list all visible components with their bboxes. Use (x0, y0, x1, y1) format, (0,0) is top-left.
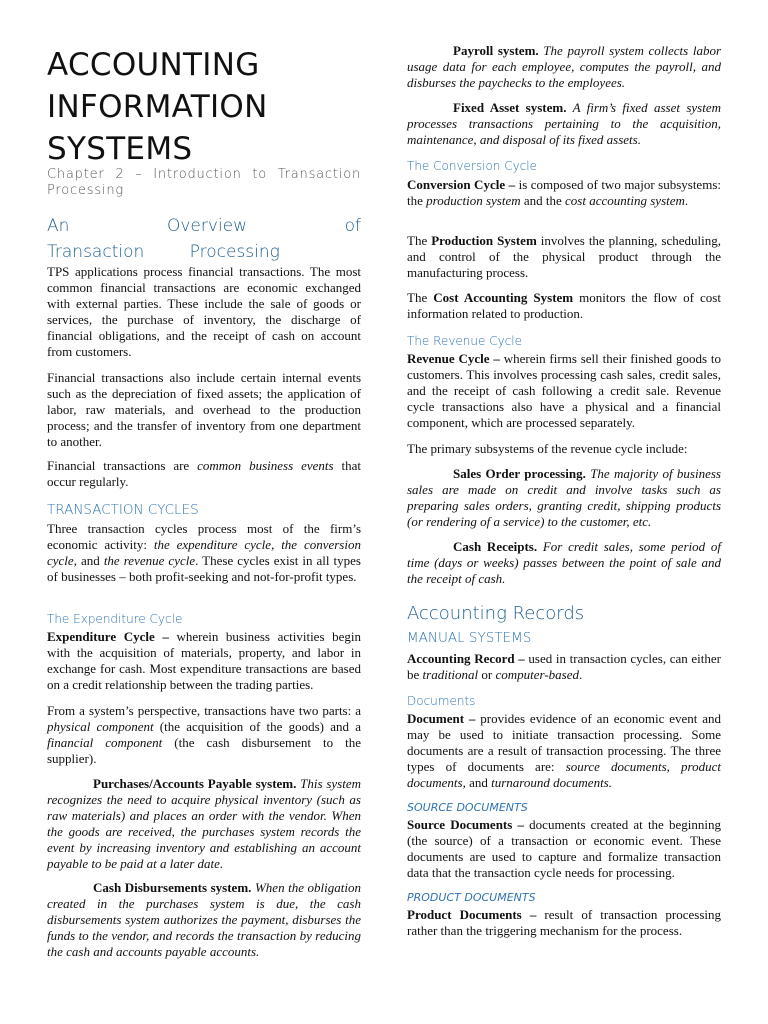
documents-heading: Documents (407, 694, 476, 708)
transaction-cycles-heading: TRANSACTION CYCLES (47, 502, 199, 518)
expenditure-cycle-heading: The Expenditure Cycle (47, 612, 183, 626)
source-documents-heading: SOURCE DOCUMENTS (407, 801, 528, 814)
title-line: INFORMATION (47, 89, 268, 125)
payroll-system: Payroll system. The payroll system collects labor usage data for each employee, computes the payroll, and disburses the paychecks to the employees. (407, 43, 722, 90)
overview-paragraph-1: TPS applications process financial transactions. The most common financial transactions are economic exchanged with external parties. These include the sale of goods or services, the purchase of inventory, the discharge of financial obligations, and the receipt of cash on account from customers. (47, 264, 361, 359)
cash-disbursements-system: Cash Disbursements system. When the obligation created in the purchases system is due, the cash disbursements system authorizes the payment, disburses the funds to the vendor, and records the transaction by reducing the cash and accounts payable accounts. (47, 880, 362, 959)
title-line: SYSTEMS (47, 131, 193, 167)
document-paragraph: Document – provides evidence of an economic event and may be used to initiate transaction processing. Some documents are a result of transaction processing. The three types of documents are: source documents, product documents, and turnaround documents. (407, 711, 721, 790)
source-documents-paragraph: Source Documents – documents created at the beginning (the source) of a transaction or economic event. These documents are used to capture and formalize transaction data that the transaction cycle needs for processing. (407, 817, 721, 880)
revenue-cycle-heading: The Revenue Cycle (407, 334, 523, 348)
fixed-asset-system: Fixed Asset system. A firm’s fixed asset system processes transactions pertaining to the acquisition, maintenance, and disposal of its fixed assets. (407, 100, 721, 147)
expenditure-cycle-paragraph: Expenditure Cycle – wherein business activities begin with the acquisition of materials, property, and labor in exchange for cash. Most expenditure transactions are based on a credit relationship between the trading parties. (47, 629, 361, 692)
product-documents-paragraph: Product Documents – result of transaction processing rather than the triggering mechanism for the process. (407, 907, 721, 938)
conversion-cycle-paragraph: Conversion Cycle – is composed of two major subsystems: the production system and the cost accounting system. (407, 177, 721, 208)
conversion-cycle-heading: The Conversion Cycle (407, 159, 538, 173)
transaction-cycles-paragraph: Three transaction cycles process most of the firm’s economic activity: the expenditure cycle, the conversion cycle, and the revenue cycle. These cycles exist in all types of businesses – both profit-seeking and not-for-profit types. (47, 521, 361, 584)
overview-heading: An Overview of Transaction Processing (47, 216, 361, 262)
cost-accounting-paragraph: The Cost Accounting System monitors the flow of cost information related to production. (407, 290, 721, 321)
revenue-subsystems-intro: The primary subsystems of the revenue cycle include: (407, 441, 688, 456)
product-documents-heading: PRODUCT DOCUMENTS (407, 891, 536, 904)
revenue-cycle-paragraph: Revenue Cycle – wherein firms sell their finished goods to customers. This involves processing cash sales, credit sales, and the receipt of cash following a credit sale. Revenue cycle transactions also have a physical and a financial component, which are processed separately. (407, 351, 721, 430)
manual-systems-heading: MANUAL SYSTEMS (407, 630, 532, 646)
overview-paragraph-2: Financial transactions also include certain internal events such as the depreciation of fixed assets; the application of labor, raw materials, and overhead to the production process; and the transfer of inventory from one department to another. (47, 370, 361, 449)
chapter-subtitle: Chapter 2 – Introduction to Transaction Processing (47, 167, 361, 198)
cash-receipts: Cash Receipts. For credit sales, some period of time (days or weeks) passes between the point of sale and the receipt of cash. (407, 539, 721, 586)
accounting-record-paragraph: Accounting Record – used in transaction cycles, can either be traditional or computer-based. (407, 651, 721, 682)
production-system-paragraph: The Production System involves the planning, scheduling, and control of the physical product through the manufacturing process. (407, 233, 721, 280)
sales-order-processing: Sales Order processing. The majority of business sales are made on credit and involve tasks such as preparing sales orders, granting credit, shipping products (or rendering of a service) to the customer, etc. (407, 466, 721, 529)
document-title (47, 44, 268, 170)
purchases-ap-system: Purchases/Accounts Payable system. This system recognizes the need to acquire physical inventory (such as raw materials) and places an order with the vendor. When the goods are received, the purchases system records the event by increasing inventory and establishing an account payable to be paid at a later date. (47, 776, 361, 871)
expenditure-components-paragraph: From a system’s perspective, transactions have two parts: a physical component (the acquisition of the goods) and a financial component (the cash disbursement to the supplier). (47, 703, 361, 766)
title-line: ACCOUNTING (47, 47, 260, 83)
accounting-records-heading: Accounting Records (407, 603, 585, 624)
overview-paragraph-3: Financial transactions are common business events that occur regularly. (47, 458, 361, 489)
